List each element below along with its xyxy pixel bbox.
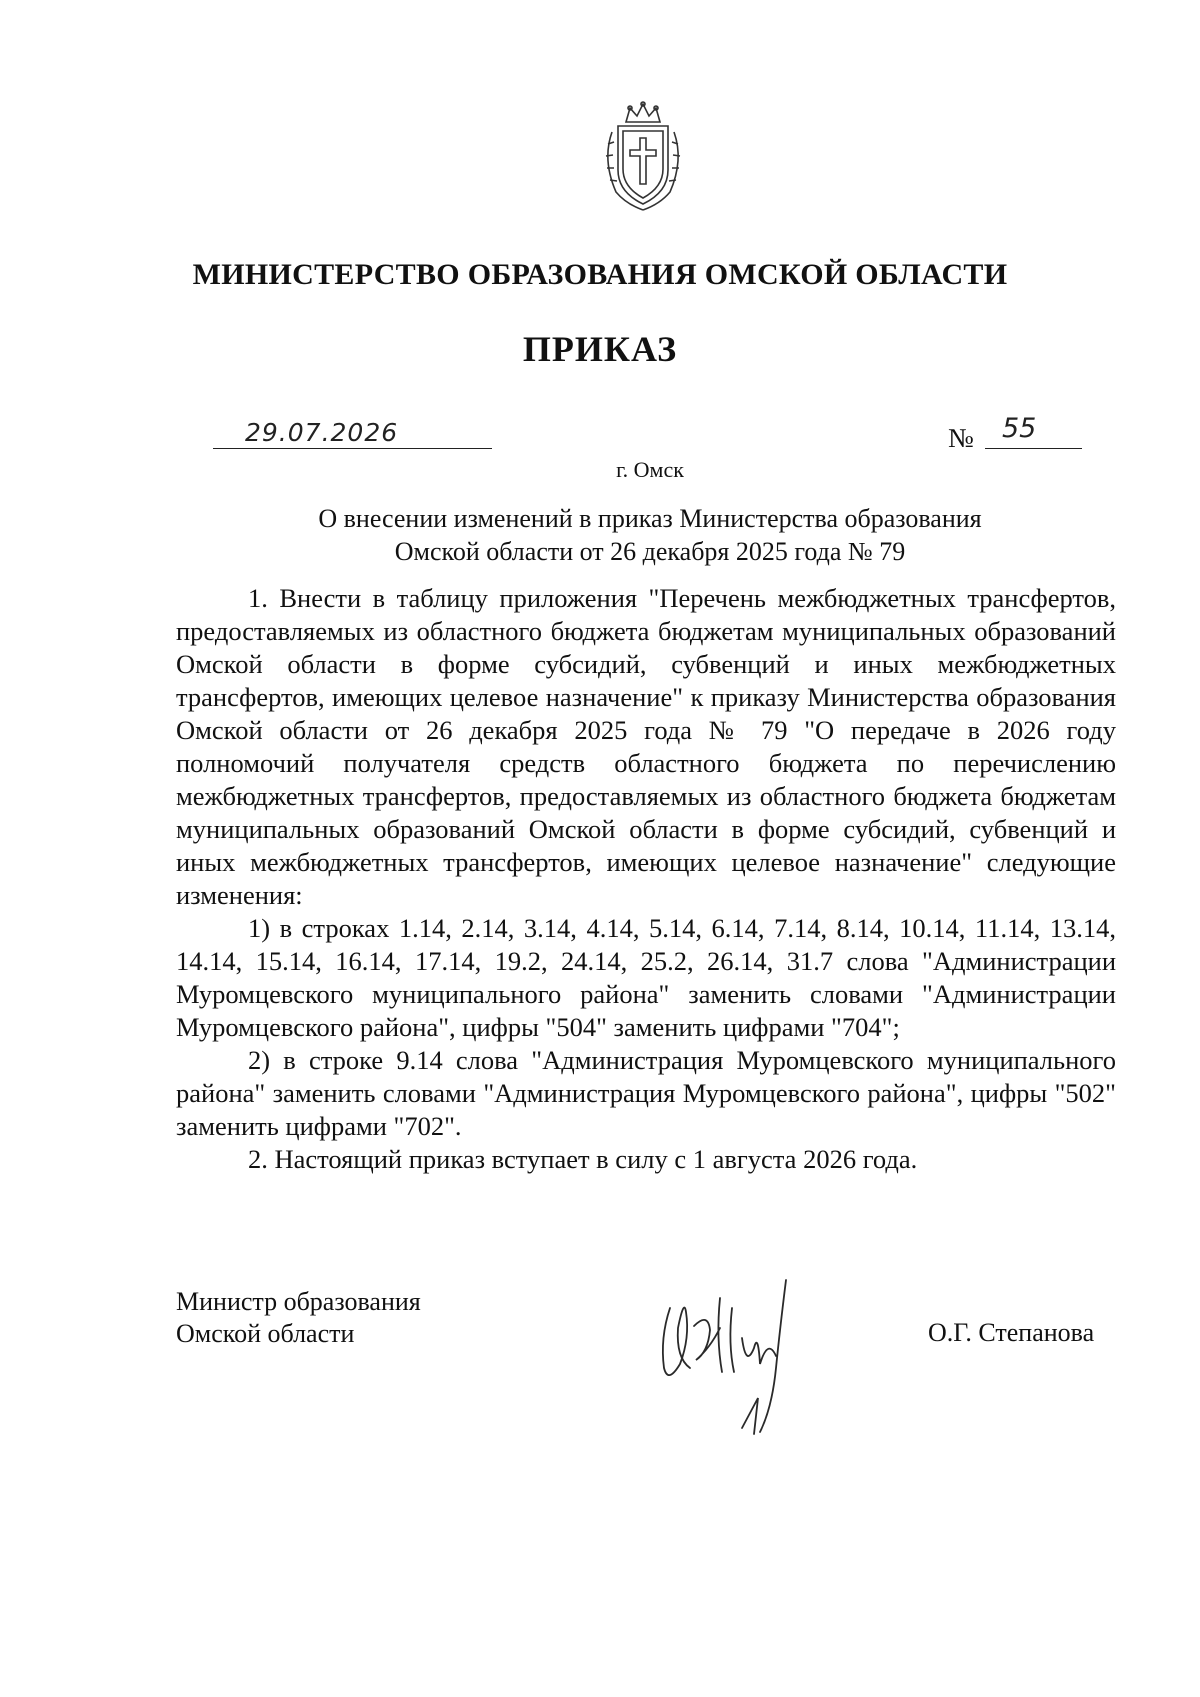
city: г. Омск	[616, 457, 684, 482]
signer-position	[176, 1286, 421, 1350]
paragraph-1: 1. Внести в таблицу приложения "Перечень межбюджетных трансфертов, предоставляемых из областного бюджета бюджетам муниципальных образований Омской области в форме субсидий, субвенций и иных межбюджетных трансфертов, имеющих целевое назначение" к приказу Министерства образования Омской области от 26 декабря 2025 года № 79 "О передаче в 2026 году полномочий получателя средств областного бюджета по перечислению межбюджетных трансфертов, предоставляемых из областного бюджета бюджетам муниципальных образований Омской области в форме субсидий, субвенций и иных межбюджетных трансфертов, имеющих целевое назначение" следующие изменения:	[176, 583, 1116, 910]
document-date: 29.07.2026	[245, 418, 399, 447]
document-type: ПРИКАЗ	[522, 329, 678, 369]
document-subject	[200, 502, 1100, 568]
paragraph-3: 2) в строке 9.14 слова "Администрация Муромцевского муниципального района" заменить словами "Администрация Муромцевского района", цифры "502" заменить цифрами "702".	[176, 1045, 1116, 1141]
signer-position-line-2: Омской области	[176, 1319, 355, 1348]
signer-position-line-1: Министр образования	[176, 1287, 421, 1316]
document-number: 55	[1002, 413, 1037, 444]
paragraph-4: 2. Настоящий приказ вступает в силу с 1 августа 2026 года.	[248, 1144, 918, 1174]
signer-name: О.Г. Степанова	[928, 1318, 1095, 1347]
handwritten-signature	[650, 1268, 810, 1438]
paragraph-2: 1) в строках 1.14, 2.14, 3.14, 4.14, 5.14, 6.14, 7.14, 8.14, 10.14, 11.14, 13.14, 14.14, 15.14, 16.14, 17.14, 19.2, 24.14, 25.2, 26.14, 31.7 слова "Администрации Муромцевского муниципального района" заменить словами "Администрации Муромцевского района", цифры "504" заменить цифрами "704";	[176, 913, 1116, 1042]
subject-line-2: Омской области от 26 декабря 2025 года № 79	[394, 537, 906, 566]
number-label: №	[948, 423, 974, 453]
ministry-name: МИНИСТЕРСТВО ОБРАЗОВАНИЯ ОМСКОЙ ОБЛАСТИ	[192, 258, 1008, 291]
subject-line-1: О внесении изменений в приказ Министерства образования	[318, 504, 982, 533]
coat-of-arms-icon	[596, 100, 691, 215]
document-body	[176, 582, 1116, 1176]
